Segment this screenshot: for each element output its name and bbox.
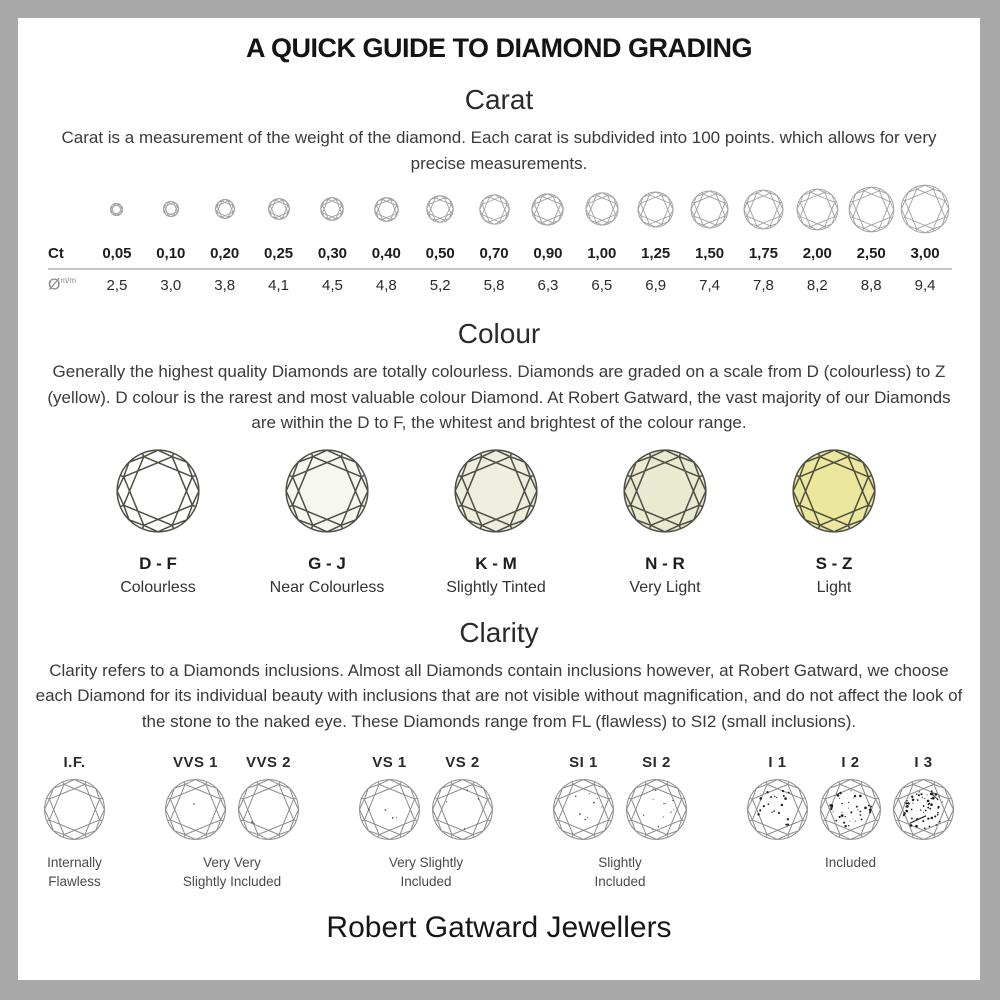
clarity-grade-labels bbox=[164, 754, 300, 771]
carat-size-chart bbox=[48, 180, 952, 298]
clarity-group-caption: Slightly Included bbox=[594, 855, 646, 889]
clarity-stones bbox=[358, 778, 494, 841]
clarity-stones bbox=[164, 778, 300, 841]
clarity-diamond-icon bbox=[358, 778, 421, 841]
carat-diamond-icon bbox=[90, 180, 144, 238]
clarity-diamond-icon bbox=[237, 778, 300, 841]
carat-value: 1,25 bbox=[641, 245, 671, 262]
clarity-diamond-icon bbox=[892, 778, 955, 841]
carat-value: 0,40 bbox=[371, 245, 401, 262]
carat-value: 0,10 bbox=[156, 245, 186, 262]
carat-diamond-icon bbox=[737, 180, 791, 238]
diameter-value: 6,9 bbox=[645, 276, 667, 294]
carat-diamond-icon bbox=[144, 180, 198, 238]
clarity-stones bbox=[43, 778, 106, 841]
diameter-value: 6,3 bbox=[537, 276, 559, 294]
carat-value: 1,50 bbox=[694, 245, 725, 262]
carat-value: 3,00 bbox=[910, 245, 940, 262]
colour-grade bbox=[74, 448, 242, 597]
clarity-grade-label: SI 1 bbox=[569, 754, 598, 772]
carat-diamond-icon bbox=[629, 180, 683, 238]
colour-range-label: K - M bbox=[475, 553, 517, 573]
clarity-group bbox=[552, 754, 688, 890]
diameter-value: 6,5 bbox=[591, 276, 613, 294]
colour-range-label: G - J bbox=[308, 553, 346, 573]
clarity-diamond-icon bbox=[43, 778, 106, 841]
colour-grade-caption: Colourless bbox=[120, 578, 196, 596]
page-title: A QUICK GUIDE TO DIAMOND GRADING bbox=[245, 33, 752, 63]
clarity-grade-label: VVS 2 bbox=[245, 754, 292, 772]
colour-range-label: S - Z bbox=[815, 553, 853, 573]
carat-value: 0,30 bbox=[317, 245, 348, 262]
clarity-stones bbox=[746, 778, 955, 841]
carat-diamond-icon bbox=[844, 180, 898, 238]
colour-grade-caption: Light bbox=[816, 578, 852, 596]
diameter-value: 2,5 bbox=[106, 276, 128, 294]
diameter-value: 4,1 bbox=[268, 276, 289, 294]
diameter-value: 5,8 bbox=[483, 276, 505, 294]
clarity-grade-label: I.F. bbox=[63, 754, 86, 772]
colour-section bbox=[18, 318, 980, 597]
colour-grade-caption: Slightly Tinted bbox=[446, 578, 546, 596]
clarity-grade-label: SI 2 bbox=[642, 754, 671, 772]
clarity-section bbox=[18, 617, 980, 891]
colour-diamond-icon bbox=[622, 448, 708, 539]
clarity-group bbox=[358, 754, 494, 890]
diameter-value: 3,8 bbox=[214, 276, 236, 294]
carat-diamond-icon bbox=[790, 180, 844, 238]
brand-name: Robert Gatward Jewellers bbox=[326, 910, 672, 944]
carat-value: 1,00 bbox=[587, 245, 617, 262]
clarity-grade-label: I 1 bbox=[768, 754, 787, 772]
clarity-grade-label: I 2 bbox=[841, 754, 860, 772]
clarity-diamond-icon bbox=[746, 778, 809, 841]
colour-grade bbox=[581, 448, 749, 597]
clarity-diamond-icon bbox=[431, 778, 494, 841]
colour-heading: Colour bbox=[457, 318, 541, 350]
carat-value: 0,05 bbox=[102, 245, 132, 262]
carat-value: 1,75 bbox=[748, 245, 779, 262]
carat-diamond-icon bbox=[898, 180, 952, 238]
carat-diamond-icon bbox=[306, 180, 360, 238]
clarity-grade-label: VS 1 bbox=[372, 754, 407, 772]
colour-range-label: N - R bbox=[645, 553, 685, 573]
clarity-grade-label: VS 2 bbox=[445, 754, 480, 772]
clarity-group-caption: Very Very Slightly Included bbox=[182, 855, 282, 889]
clarity-group bbox=[746, 754, 955, 872]
diameter-value: 8,8 bbox=[860, 276, 882, 294]
colour-grade bbox=[243, 448, 411, 597]
carat-diamond-icon bbox=[198, 180, 252, 238]
clarity-diamond-icon bbox=[164, 778, 227, 841]
carat-description: Carat is a measurement of the weight of the diamond. Each carat is subdivided into 100 points. which allows for very precise measurements. bbox=[61, 128, 937, 173]
colour-diamond-icon bbox=[453, 448, 539, 539]
clarity-grade-labels bbox=[746, 754, 955, 771]
colour-grade bbox=[750, 448, 918, 597]
clarity-diamond-icon bbox=[819, 778, 882, 841]
colour-diamond-icon bbox=[791, 448, 877, 539]
clarity-grade-labels bbox=[358, 754, 494, 771]
carat-diamond-icon bbox=[467, 180, 521, 238]
clarity-group-caption: Internally Flawless bbox=[47, 855, 102, 889]
carat-value: 0,90 bbox=[533, 245, 563, 262]
diameter-value: 4,5 bbox=[322, 276, 343, 294]
colour-description: Generally the highest quality Diamonds are totally colourless. Diamonds are graded on a scale from D (colourless) to Z (yellow). D colour is the rarest and most valuable colour Diamond. At Robert Gatward, the vast majority of our Diamonds are within the D to F, the whitest and brightest of the colour range. bbox=[47, 362, 951, 433]
carat-section bbox=[18, 84, 980, 298]
diamond-grading-guide bbox=[18, 18, 980, 980]
clarity-diamond-icon bbox=[552, 778, 615, 841]
carat-row-label: Ct bbox=[48, 245, 64, 262]
diameter-value: 7,8 bbox=[753, 276, 774, 294]
clarity-grade-label: I 3 bbox=[914, 754, 933, 772]
clarity-grade-labels bbox=[552, 754, 688, 771]
clarity-group bbox=[164, 754, 300, 890]
diameter-value: 9,4 bbox=[914, 276, 936, 294]
carat-value: 0,50 bbox=[425, 245, 455, 262]
carat-value: 0,20 bbox=[210, 245, 240, 262]
diameter-value: 4,8 bbox=[375, 276, 397, 294]
diameter-value: 5,2 bbox=[429, 276, 451, 294]
clarity-group bbox=[43, 754, 106, 890]
clarity-grade-labels bbox=[43, 754, 106, 771]
clarity-grade-scale bbox=[18, 754, 980, 890]
carat-heading: Carat bbox=[464, 84, 534, 115]
colour-range-label: D - F bbox=[139, 553, 177, 573]
carat-diamond-icon bbox=[521, 180, 575, 238]
diameter-value: 8,2 bbox=[806, 276, 828, 294]
clarity-group-caption: Included bbox=[824, 855, 877, 871]
carat-diamond-icon bbox=[683, 180, 737, 238]
diameter-value: 3,0 bbox=[160, 276, 182, 294]
colour-grade-caption: Near Colourless bbox=[269, 578, 385, 596]
carat-chart-corner bbox=[48, 180, 90, 238]
carat-diamond-icon bbox=[575, 180, 629, 238]
carat-diamond-icon bbox=[252, 180, 306, 238]
colour-diamond-icon bbox=[115, 448, 201, 539]
colour-grade bbox=[412, 448, 580, 597]
diameter-value: 7,4 bbox=[699, 276, 720, 294]
carat-diamond-icon bbox=[359, 180, 413, 238]
clarity-group-caption: Very Slightly Included bbox=[388, 855, 464, 889]
clarity-stones bbox=[552, 778, 688, 841]
carat-value: 2,00 bbox=[802, 245, 832, 262]
diameter-row-label: $Ø^{m/m}$ bbox=[48, 276, 77, 294]
clarity-description: Clarity refers to a Diamonds inclusions. Almost all Diamonds contain inclusions however, at Robert Gatward, we choose each Diamond for its individual beauty with inclusions that are not visible without magnification, and do not affect the look of the stone to the naked eye. These Diamonds range from FL (flawless) to SI2 (small inclusions). bbox=[35, 660, 963, 731]
carat-value: 0,70 bbox=[479, 245, 509, 262]
colour-grade-scale bbox=[74, 448, 918, 597]
colour-grade-caption: Very Light bbox=[629, 578, 701, 596]
clarity-heading: Clarity bbox=[459, 616, 539, 648]
carat-value: 2,50 bbox=[856, 245, 886, 262]
carat-diamond-icon bbox=[413, 180, 467, 238]
carat-value: 0,25 bbox=[263, 245, 294, 262]
clarity-diamond-icon bbox=[625, 778, 688, 841]
colour-diamond-icon bbox=[284, 448, 370, 539]
clarity-grade-label: VVS 1 bbox=[172, 754, 219, 772]
